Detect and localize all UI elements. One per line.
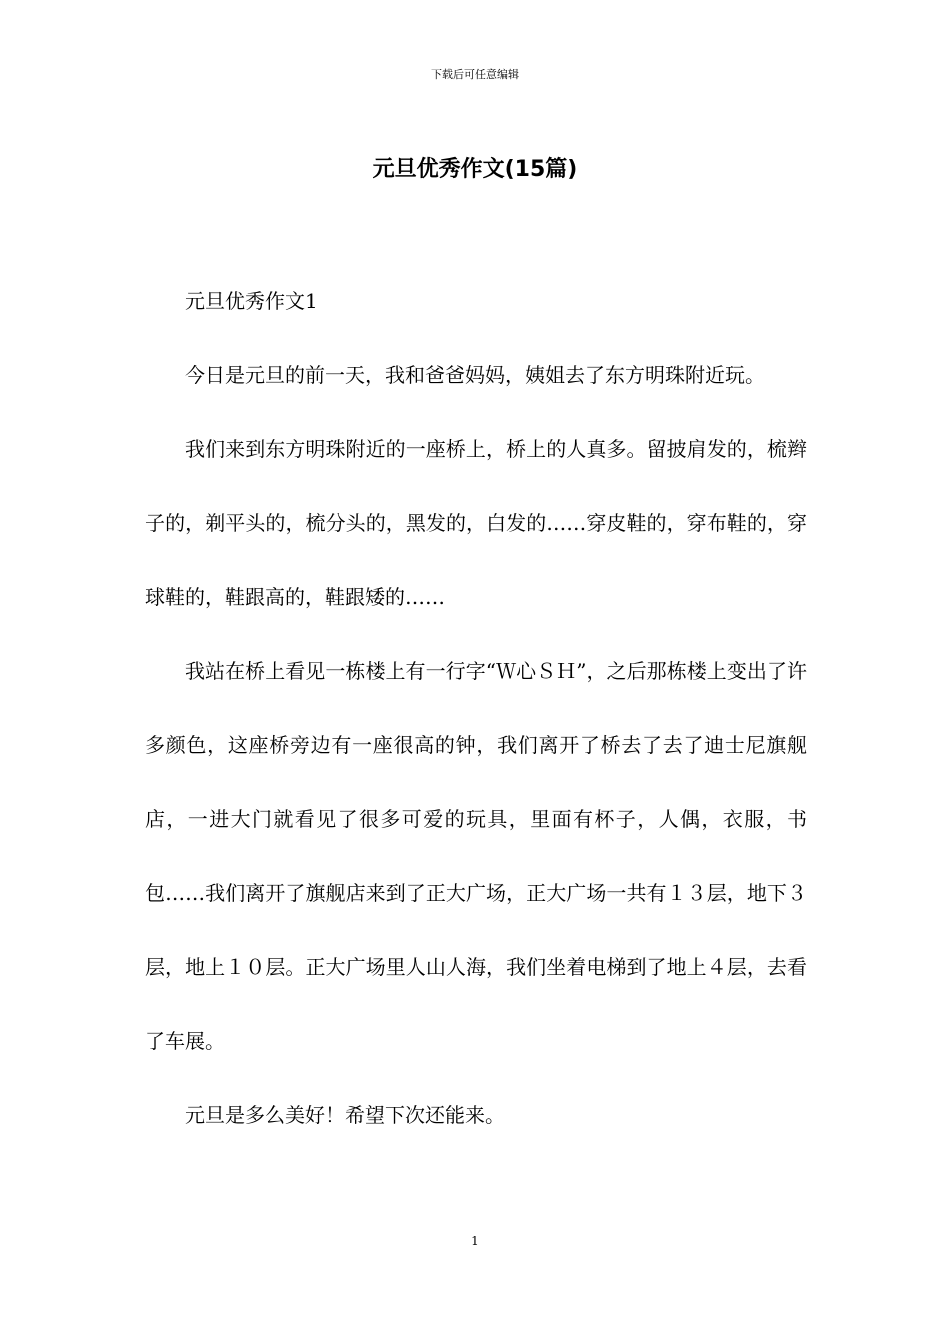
document-title: 元旦优秀作文(15篇) [372, 157, 578, 182]
paragraph: 我站在桥上看见一栋楼上有一行字“Ｗ心ＳＨ”，之后那栋楼上变出了许多颜色，这座桥旁边有一座很高的钟，我们离开了桥去了去了迪士尼旗舰店，一进大门就看见了很多可爱的玩具，里面有杯子，人偶，衣服，书包……我们离开了旗舰店来到了正大广场，正大广场一共有１３层，地下３层，地上１０层。正大广场里人山人海，我们坐着电梯到了地上４层，去看了车展。 [145, 659, 807, 1053]
document-body [145, 264, 807, 1152]
paragraph: 元旦是多么美好！希望下次还能来。 [185, 1103, 505, 1127]
section-heading: 元旦优秀作文1 [185, 289, 318, 313]
page-header-note: 下载后可任意编辑 [431, 68, 519, 81]
paragraph: 今日是元旦的前一天，我和爸爸妈妈，姨姐去了东方明珠附近玩。 [185, 363, 765, 387]
page-number: 1 [471, 1234, 479, 1248]
paragraph: 我们来到东方明珠附近的一座桥上，桥上的人真多。留披肩发的，梳辫子的，剃平头的，梳分头的，黑发的，白发的……穿皮鞋的，穿布鞋的，穿球鞋的，鞋跟高的，鞋跟矮的…… [145, 437, 807, 609]
